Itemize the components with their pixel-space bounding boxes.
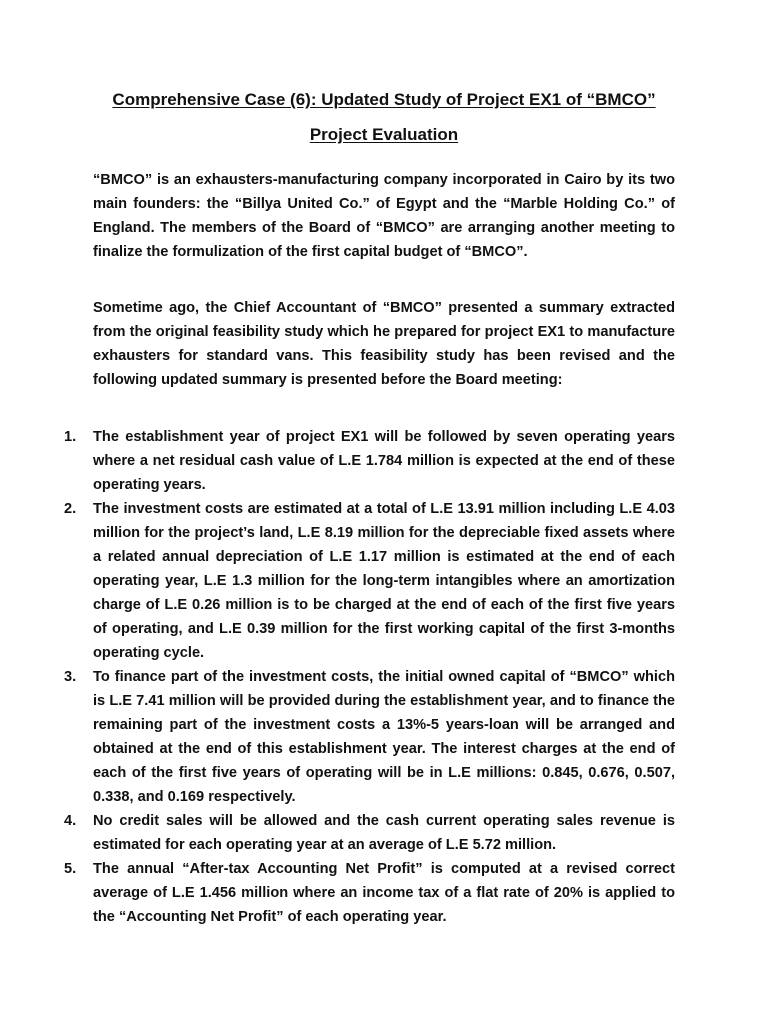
intro-paragraph: “BMCO” is an exhausters-manufacturing company incorporated in Cairo by its two main founders: the “Billya United Co.” of Egypt and the “Marble Holding Co.” of England. The members of the Board of “BMCO” are arranging another meeting to finalize the formulization of the first capital budget of “BMCO”. [93, 172, 675, 260]
list-item-number: 3. [64, 669, 77, 685]
document-subtitle: Project Evaluation [309, 125, 459, 144]
list-item [64, 809, 675, 857]
document-title: Comprehensive Case (6): Updated Study of Project EX1 of “BMCO” [112, 90, 656, 109]
case-facts-list [64, 425, 675, 929]
list-item-number: 1. [64, 429, 77, 445]
list-item-text: To finance part of the investment costs, the initial owned capital of “BMCO” which is L.E 7.41 million will be provided during the establishment year, and to finance the remaining part of the investment costs a 13%-5 years-loan will be arranged and obtained at the end of this establishment year. The interest charges at the end of each of the first five years of operating will be in L.E millions: 0.845, 0.676, 0.507, 0.338, and 0.169 respectively. [93, 669, 675, 805]
list-item [64, 665, 675, 809]
list-item-text: The annual “After-tax Accounting Net Profit” is computed at a revised correct average of L.E 1.456 million where an income tax of a flat rate of 20% is applied to the “Accounting Net Profit” of each operating year. [93, 861, 675, 925]
list-item [64, 425, 675, 497]
list-item-text: The investment costs are estimated at a total of L.E 13.91 million including L.E 4.03 million for the project’s land, L.E 8.19 million for the depreciable fixed assets where a related annual depreciation of L.E 1.17 million is estimated at the end of each operating year, L.E 1.3 million for the long-term intangibles where an amortization charge of L.E 0.26 million is to be charged at the end of each of the first five years of operating, and L.E 0.39 million for the first working capital of the first 3-months operating cycle. [93, 501, 675, 661]
summary-paragraph: Sometime ago, the Chief Accountant of “BMCO” presented a summary extracted from the original feasibility study which he prepared for project EX1 to manufacture exhausters for standard vans. This feasibility study has been revised and the following updated summary is presented before the Board meeting: [93, 300, 675, 388]
list-item [64, 857, 675, 929]
list-item-text: The establishment year of project EX1 will be followed by seven operating years where a net residual cash value of L.E 1.784 million is expected at the end of these operating years. [93, 429, 675, 493]
list-item-text: No credit sales will be allowed and the cash current operating sales revenue is estimated for each operating year at an average of L.E 5.72 million. [93, 813, 675, 853]
list-item-number: 4. [64, 813, 77, 829]
list-item-number: 5. [64, 861, 77, 877]
list-item-number: 2. [64, 501, 77, 517]
list-item [64, 497, 675, 665]
